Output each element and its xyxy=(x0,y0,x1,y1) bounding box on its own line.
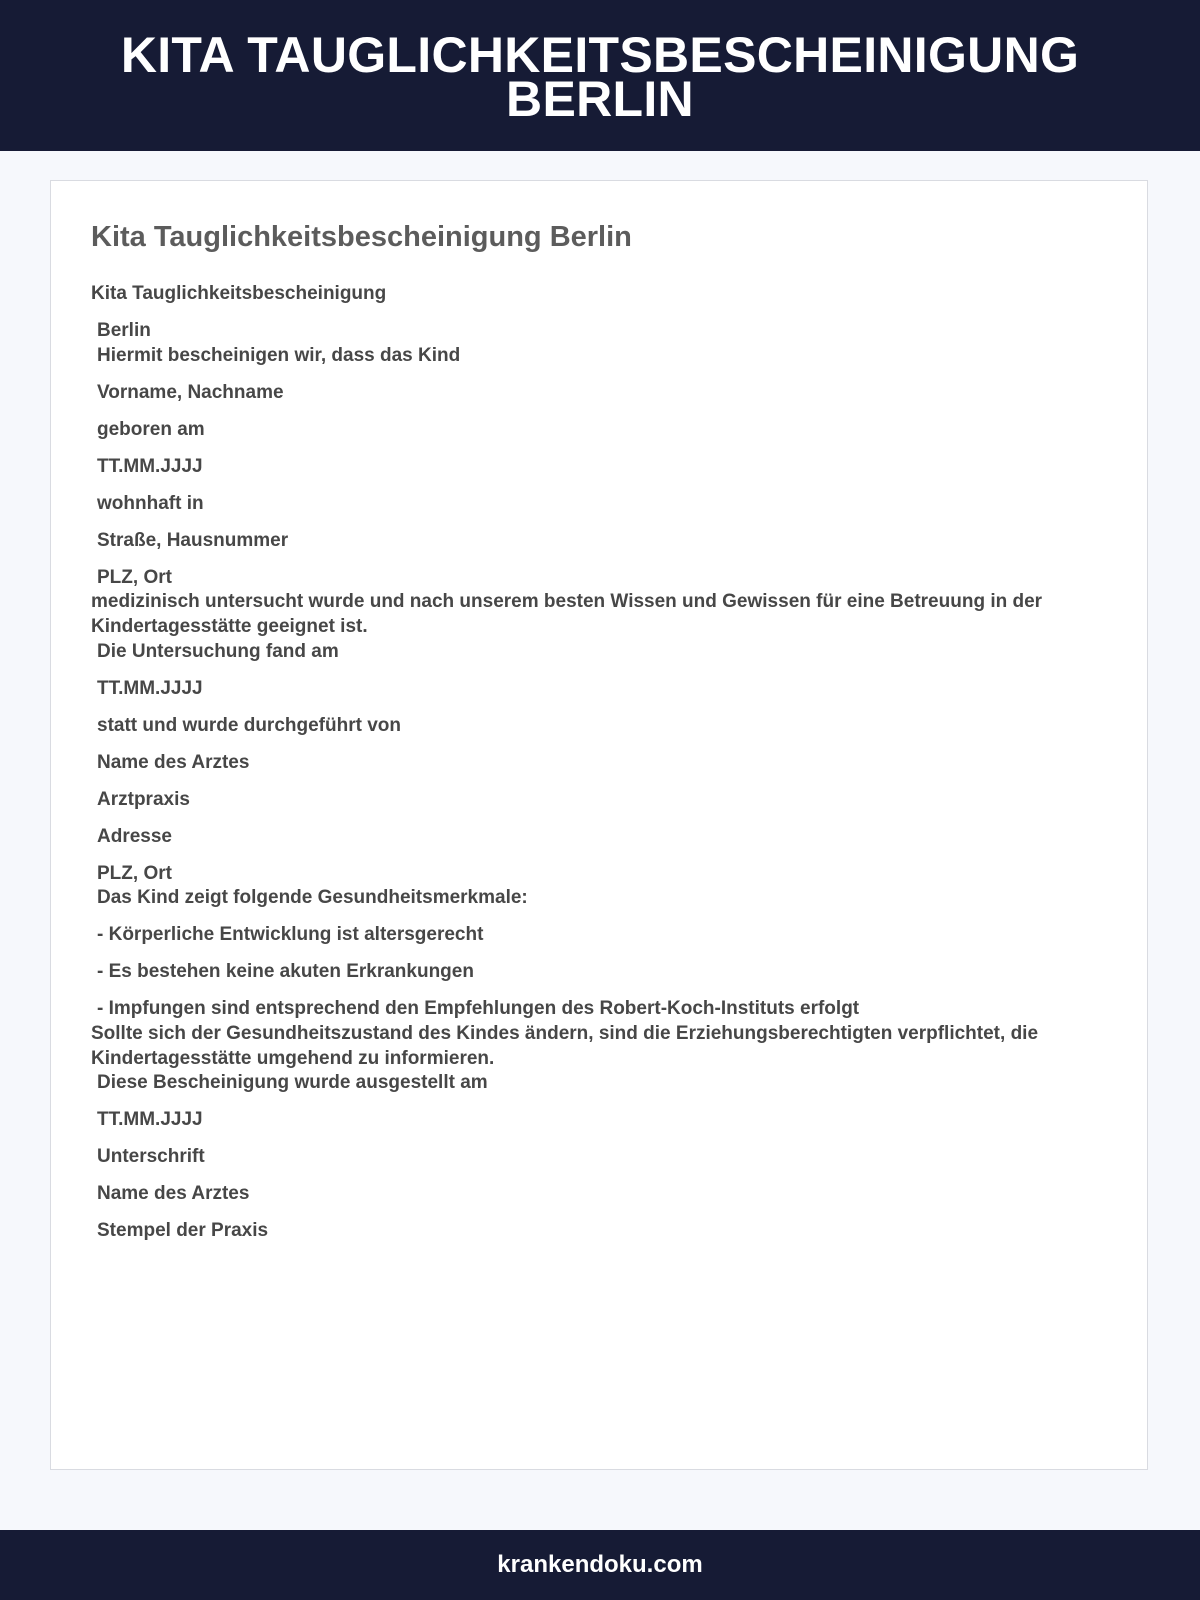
doc-exam-date-label: Die Untersuchung fand am xyxy=(97,640,339,662)
doc-practice-zip-city-placeholder: PLZ, Ort xyxy=(97,862,172,884)
doc-statement: medizinisch untersucht wurde und nach unserem besten Wissen und Gewissen für eine Betreuung in der Kindertagesstätte geeignet ist. xyxy=(91,591,1043,637)
doc-stamp-label: Stempel der Praxis xyxy=(97,1220,269,1242)
doc-zip-city-placeholder: PLZ, Ort xyxy=(97,566,172,588)
doc-residence-label: wohnhaft in xyxy=(97,492,204,514)
doc-address-placeholder: Adresse xyxy=(97,825,172,847)
doc-birthdate-placeholder: TT.MM.JJJJ xyxy=(97,455,203,477)
doc-doctor-name-placeholder: Name des Arztes xyxy=(97,751,250,773)
doc-child-name-placeholder: Vorname, Nachname xyxy=(97,381,284,403)
doc-obligation-statement: Sollte sich der Gesundheitszustand des Kindes ändern, sind die Erziehungsberechtigten verpflichtet, die Kindertagesstätte umgehend zu informieren. xyxy=(91,1022,1039,1069)
doc-health-features-label: Das Kind zeigt folgende Gesundheitsmerkmale: xyxy=(97,887,528,909)
page-header xyxy=(0,0,1200,151)
page-footer xyxy=(0,1530,1200,1600)
footer-site-link[interactable]: krankendoku.com xyxy=(497,1551,703,1578)
document-body xyxy=(91,282,1101,1244)
doc-exam-date-placeholder: TT.MM.JJJJ xyxy=(97,677,203,699)
document-card xyxy=(50,180,1148,1470)
doc-street-placeholder: Straße, Hausnummer xyxy=(97,529,289,551)
doc-health-item: - Körperliche Entwicklung ist altersgerecht xyxy=(97,924,484,946)
doc-issued-date-placeholder: TT.MM.JJJJ xyxy=(97,1109,203,1131)
doc-born-label: geboren am xyxy=(97,418,205,440)
doc-heading-line: Kita Tauglichkeitsbescheinigung xyxy=(91,283,387,304)
doc-health-item: - Impfungen sind entsprechend den Empfehlungen des Robert-Koch-Instituts erfolgt xyxy=(97,998,860,1020)
page-title: KITA TAUGLICHKEITSBESCHEINIGUNG BERLIN xyxy=(120,26,1080,127)
doc-signature-label: Unterschrift xyxy=(97,1146,205,1168)
doc-health-item: - Es bestehen keine akuten Erkrankungen xyxy=(97,961,474,983)
doc-signer-name-placeholder: Name des Arztes xyxy=(97,1183,250,1205)
doc-practice-placeholder: Arztpraxis xyxy=(97,788,190,810)
doc-city: Berlin xyxy=(97,319,151,341)
doc-issued-label: Diese Bescheinigung wurde ausgestellt am xyxy=(97,1072,488,1094)
doc-performed-by-label: statt und wurde durchgeführt von xyxy=(97,714,401,736)
doc-intro: Hiermit bescheinigen wir, dass das Kind xyxy=(97,344,461,366)
document-title: Kita Tauglichkeitsbescheinigung Berlin xyxy=(91,221,632,253)
